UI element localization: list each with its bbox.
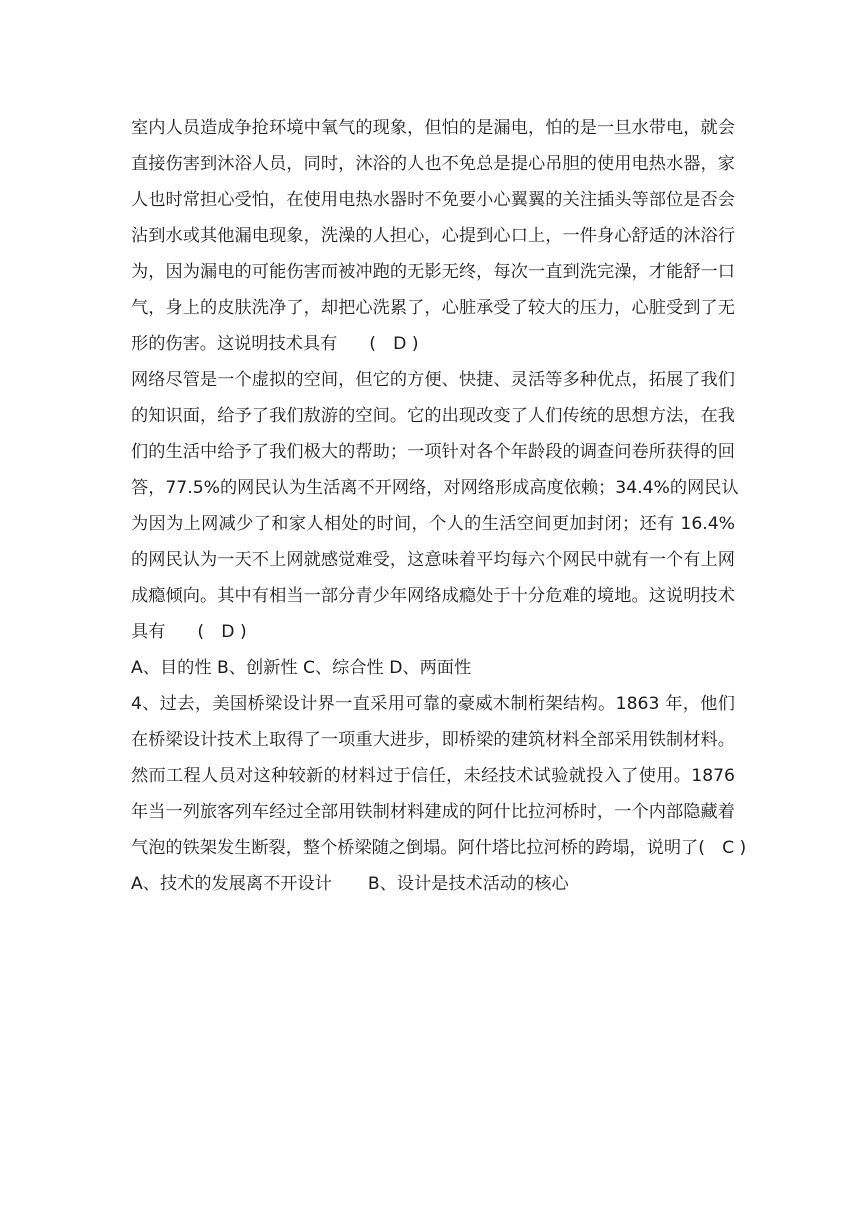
q4-line-4: 年当一列旅客列车经过全部用铁制材料建成的阿什比拉河桥时，一个内部隐藏着 xyxy=(131,802,735,822)
q3-line-7: 成瘾倾向。其中有相当一部分青少年网络成瘾处于十分危难的境地。这说明技术 xyxy=(131,586,735,606)
q2-answer: ( D ) xyxy=(369,334,419,354)
q2-question-line xyxy=(131,329,735,359)
q4-option-b: B、设计是技术活动的核心 xyxy=(367,874,569,894)
q3-line-5: 为因为上网减少了和家人相处的时间，个人的生活空间更加封闭；还有 16.4% xyxy=(131,514,735,534)
q3-line-3: 们的生活中给予了我们极大的帮助；一项针对各个年龄段的调查问卷所获得的回 xyxy=(131,442,735,462)
q3-line-1: 网络尽管是一个虚拟的空间，但它的方便、快捷、灵活等多种优点，拓展了我们 xyxy=(131,370,735,390)
q2-line-2: 直接伤害到沐浴人员，同时，沐浴的人也不免总是提心吊胆的使用电热水器，家 xyxy=(131,154,735,174)
q2-line-5: 为，因为漏电的可能伤害而被冲跑的无影无终，每次一直到洗完澡，才能舒一口 xyxy=(131,262,735,282)
q2-line-1: 室内人员造成争抢环境中氧气的现象，但怕的是漏电，怕的是一旦水带电，就会 xyxy=(131,118,735,138)
q4-line-5: 气泡的铁架发生断裂，整个桥梁随之倒塌。阿什塔比拉河桥的跨塌，说明了( C ) xyxy=(131,838,747,858)
q2-line-4: 沾到水或其他漏电现象，洗澡的人担心，心提到心口上，一件身心舒适的沐浴行 xyxy=(131,226,735,246)
q4-option-a: A、技术的发展离不开设计 xyxy=(131,874,332,894)
q3-question-line xyxy=(131,617,735,647)
q2-question-stem: 形的伤害。这说明技术具有 xyxy=(131,334,338,354)
q3-line-6: 的网民认为一天不上网就感觉难受，这意味着平均每六个网民中就有一个有上网 xyxy=(131,550,735,570)
q3-line-4: 答，77.5%的网民认为生活离不开网络，对网络形成高度依赖；34.4%的网民认 xyxy=(131,478,739,498)
q2-line-3: 人也时常担心受怕，在使用电热水器时不免要小心翼翼的关注插头等部位是否会 xyxy=(131,190,735,210)
q3-question-stem: 具有 xyxy=(131,622,166,642)
q2-line-6: 气，身上的皮肤洗净了，却把心洗累了，心脏承受了较大的压力，心脏受到了无 xyxy=(131,298,735,318)
q3-answer: ( D ) xyxy=(197,622,247,642)
q3-line-2: 的知识面，给予了我们敖游的空间。它的出现改变了人们传统的思想方法，在我 xyxy=(131,406,735,426)
q4-line-1: 4、过去，美国桥梁设计界一直采用可靠的豪威木制桁架结构。1863 年，他们 xyxy=(131,694,735,714)
q4-line-2: 在桥梁设计技术上取得了一项重大进步，即桥梁的建筑材料全部采用铁制材料。 xyxy=(131,730,735,750)
q4-options-line xyxy=(131,869,735,899)
q4-line-3: 然而工程人员对这种较新的材料过于信任，未经技术试验就投入了使用。1876 xyxy=(131,766,735,786)
q3-options: A、目的性 B、创新性 C、综合性 D、两面性 xyxy=(131,658,472,678)
